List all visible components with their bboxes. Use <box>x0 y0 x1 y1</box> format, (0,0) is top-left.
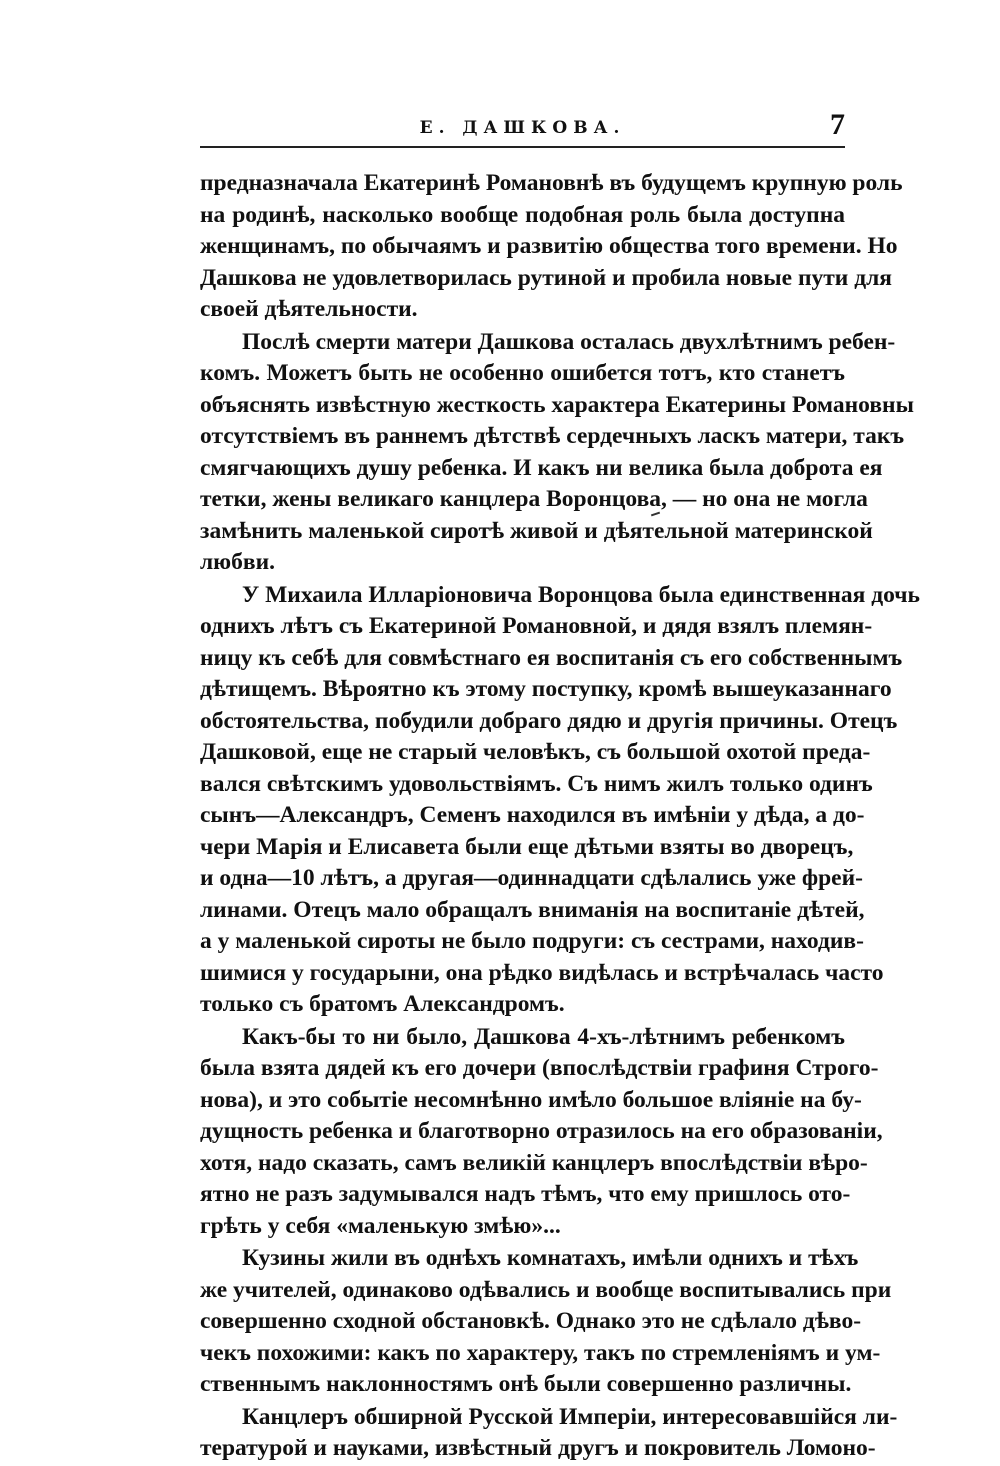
text-line: объяснять извѣстную жесткость характера Екатерины Романовны <box>200 391 914 418</box>
text-line: чери Марія и Елисавета были еще дѣтьми взяты во дворецъ, <box>200 833 854 860</box>
text-line: была взята дядей къ его дочери (впослѣдствіи графиня Строго- <box>200 1055 879 1081</box>
text-line: замѣнить маленькой сиротѣ живой и дѣятельной материнской <box>200 517 873 544</box>
text-line: Канцлеръ обширной Русской Имперіи, интересовавшійся ли- <box>242 1403 898 1430</box>
paragraph-4 <box>200 1022 883 1243</box>
body-text <box>200 168 920 1466</box>
text-line: Дашковой, еще не старый человѣкъ, съ большой охотой преда- <box>200 739 871 765</box>
text-line: комъ. Можетъ быть не особенно ошибется тотъ, кто станетъ <box>200 360 845 386</box>
text-line: хотя, надо сказать, самъ великій канцлеръ впослѣдствіи вѣро- <box>200 1149 868 1176</box>
text-line: вался свѣтскимъ удовольствіямъ. Съ нимъ жилъ только одинъ <box>200 770 873 797</box>
paragraph-3 <box>200 580 920 1021</box>
text-line: грѣть у себя «маленькую змѣю»... <box>200 1212 561 1239</box>
text-line: только съ братомъ Александромъ. <box>200 991 565 1017</box>
text-line: дѣтищемъ. Вѣроятно къ этому поступку, кромѣ вышеуказаннаго <box>200 676 892 702</box>
text-line: совершенно сходной обстановкѣ. Однако это не сдѣлало дѣво- <box>200 1308 862 1334</box>
paragraph-2 <box>200 327 914 579</box>
text-line: смягчающихъ душу ребенка. И какъ ни велика была доброта ея <box>200 454 883 481</box>
text-line: линами. Отецъ мало обращалъ вниманія на воспитаніе дѣтей, <box>200 896 865 923</box>
text-line: любви. <box>200 549 275 575</box>
running-title: Е. ДАШКОВА. <box>419 118 626 138</box>
text-line: на родинѣ, насколько вообще подобная роль была доступна <box>200 201 845 228</box>
running-head <box>200 108 845 148</box>
text-line: Кузины жили въ однѣхъ комнатахъ, имѣли однихъ и тѣхъ <box>242 1245 859 1271</box>
text-line: ницу къ себѣ для совмѣстнаго ея воспитанія съ его собственнымъ <box>200 644 903 671</box>
text-line: и одна—10 лѣтъ, а другая—одиннадцати сдѣлались уже фрей- <box>200 865 863 891</box>
paragraph-1 <box>200 168 903 326</box>
paragraph-5 <box>200 1243 892 1401</box>
text-line: У Михаила Илларіоновича Воронцова была единственная дочь <box>242 581 920 608</box>
text-line: однихъ лѣтъ съ Екатериной Романовной, и дядя взялъ племян- <box>200 613 873 639</box>
text-line: чекъ похожими: какъ по характеру, такъ по стремленіямъ и ум- <box>200 1339 881 1366</box>
header-rule <box>200 146 845 148</box>
text-line: дущность ребенка и благотворно отразилось на его образованіи, <box>200 1118 883 1144</box>
text-line: ственнымъ наклонностямъ онѣ были совершенно различны. <box>200 1371 852 1397</box>
text-line: шимися у государыни, она рѣдко видѣлась и встрѣчалась часто <box>200 959 884 986</box>
text-line: сынъ—Александръ, Семенъ находился въ имѣніи у дѣда, а до- <box>200 802 865 828</box>
text-line: Дашкова не удовлетворилась рутиной и пробила новые пути для <box>200 264 892 291</box>
text-line: нова), и это событіе несомнѣнно имѣло большое вліяніе на бу- <box>200 1086 862 1113</box>
page-number: 7 <box>830 108 845 141</box>
text-line: тературой и науками, извѣстный другъ и покровитель Ломоно- <box>200 1435 876 1461</box>
text-line: отсутствіемъ въ раннемъ дѣтствѣ сердечныхъ ласкъ матери, такъ <box>200 423 905 449</box>
text-line: Послѣ смерти матери Дашкова осталась двухлѣтнимъ ребен- <box>242 328 896 355</box>
text-line: Какъ-бы то ни было, Дашкова 4-хъ-лѣтнимъ ребенкомъ <box>242 1023 845 1050</box>
text-line: же учителей, одинаково одѣвались и вообще воспитывались при <box>200 1276 892 1303</box>
text-line: своей дѣятельности. <box>200 296 418 322</box>
text-line: ятно не разъ задумывался надъ тѣмъ, что ему пришлось ото- <box>200 1181 851 1207</box>
text-line: обстоятельства, побудили добраго дядю и другія причины. Отецъ <box>200 707 898 734</box>
text-line: а у маленькой сироты не было подруги: съ сестрами, находив- <box>200 928 864 954</box>
text-line: женщинамъ, по обычаямъ и развитію общества того времени. Но <box>200 233 898 259</box>
text-line: тетки, жены великаго канцлера Воронцова, — но она не могла <box>200 486 868 512</box>
paragraph-6 <box>200 1402 898 1465</box>
text-line: предназначала Екатеринѣ Романовнѣ въ будущемъ крупную роль <box>200 170 903 196</box>
